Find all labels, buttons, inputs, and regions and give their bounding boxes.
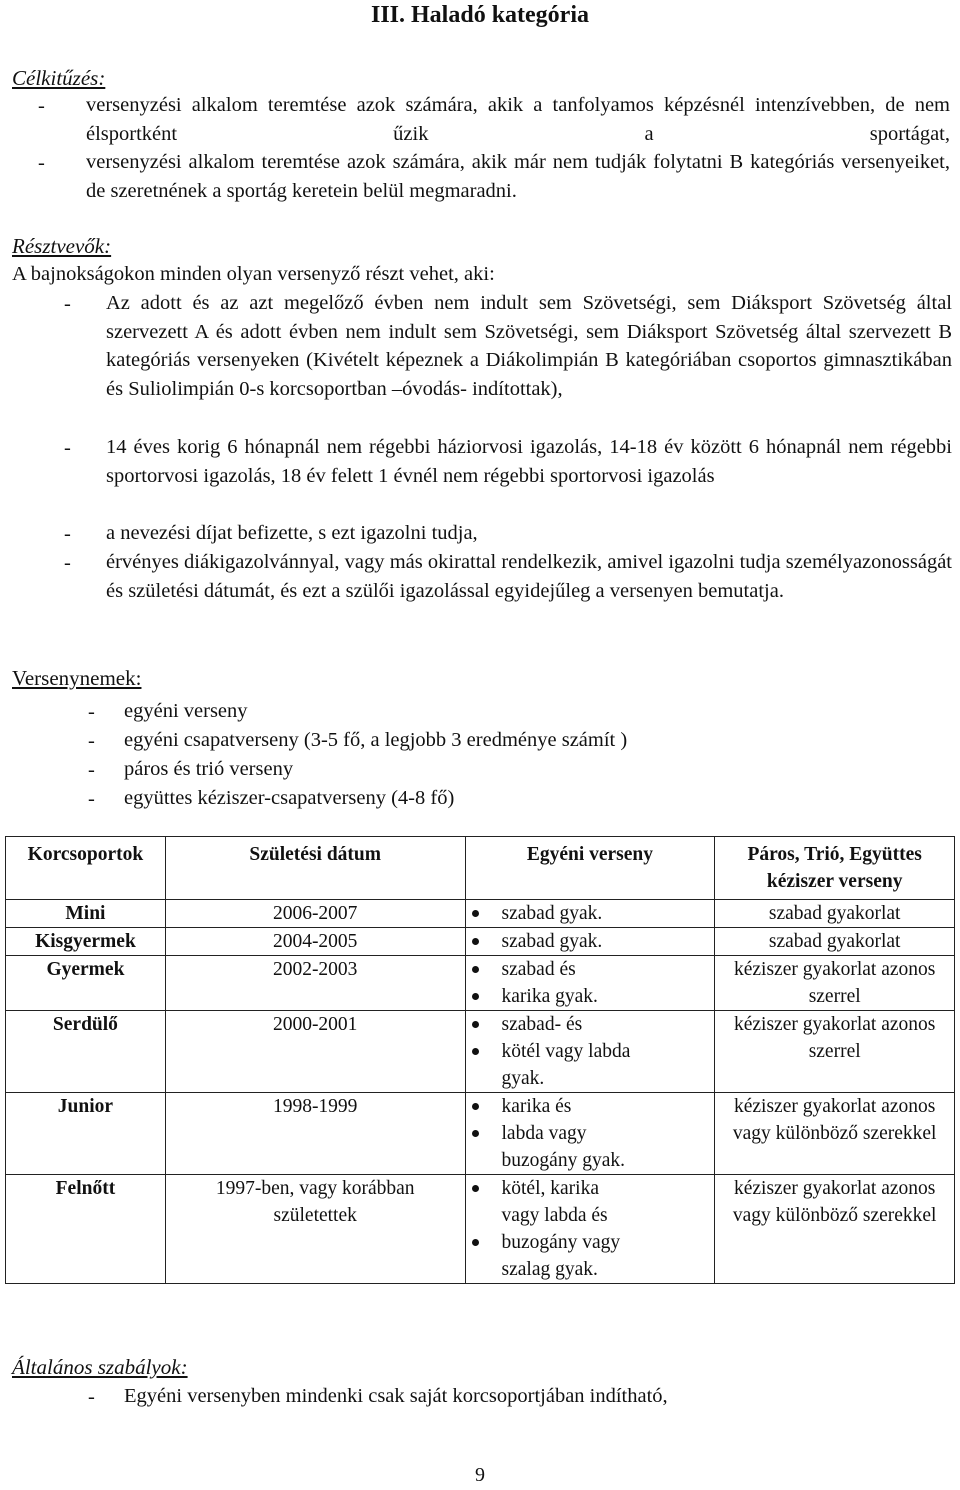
- participants-intro: A bajnokságokon minden olyan versenyző részt vehet, aki:: [12, 263, 495, 285]
- individual-cell: [465, 1011, 715, 1093]
- participants-item-2: 14 éves korig 6 hónapnál nem régebbi háziorvosi igazolás, 14-18 év között 6 hónapnál nem régebbi sportorvosi igazolás, 18 év felett 1 évnél nem régebbi sportorvosi igazolás: [106, 436, 952, 487]
- participants-dash-3: -: [64, 523, 71, 545]
- rules-dash-1: -: [88, 1386, 95, 1408]
- goals-item-1: versenyzési alkalom teremtése azok számára, akik a tanfolyamos képzésnél intenzívebben, de nem élsportként űzik a sportágat,: [86, 94, 950, 145]
- list-item: kötél, karika vagy labda és: [502, 1175, 635, 1229]
- list-item: szabad gyak.: [502, 928, 715, 955]
- table-row: [6, 1093, 955, 1175]
- pair-cell: kéziszer gyakorlat azonos szerrel: [715, 956, 955, 1011]
- birth-date-cell: 1998-1999: [165, 1093, 465, 1175]
- events-item-4: együttes kéziszer-csapatverseny (4-8 fő): [124, 787, 455, 809]
- individual-cell: [465, 956, 715, 1011]
- age-group-table: [5, 836, 955, 1284]
- table-header: Egyéni verseny: [465, 837, 715, 900]
- events-item-1: egyéni verseny: [124, 700, 248, 722]
- list-item: szabad és: [502, 956, 715, 983]
- list-item: labda vagy buzogány gyak.: [502, 1120, 655, 1174]
- page-title: III. Haladó kategória: [370, 2, 589, 28]
- list-item: buzogány vagy szalag gyak.: [502, 1229, 635, 1283]
- age-group-cell: Junior: [6, 1093, 166, 1175]
- table-row: [6, 956, 955, 1011]
- birth-date-cell: 1997-ben, vagy korábban születettek: [165, 1175, 465, 1284]
- events-dash-2: -: [88, 730, 95, 752]
- goals-item-2: versenyzési alkalom teremtése azok számára, akik már nem tudják folytatni B kategóriás versenyeiket, de szeretnének a sportág keretein belül megmaradni.: [86, 151, 950, 202]
- pair-cell: kéziszer gyakorlat azonos vagy különböző szerekkel: [715, 1175, 955, 1284]
- events-item-3: páros és trió verseny: [124, 758, 294, 780]
- pair-cell: szabad gyakorlat: [715, 928, 955, 956]
- list-item: kötél vagy labda gyak.: [502, 1038, 635, 1092]
- table-header: Korcsoportok: [6, 837, 166, 900]
- participants-dash-4: -: [64, 552, 71, 574]
- table-row: [6, 1011, 955, 1093]
- list-item: karika és: [502, 1093, 655, 1120]
- pair-cell: kéziszer gyakorlat azonos vagy különböző szerekkel: [715, 1093, 955, 1175]
- individual-cell: [465, 928, 715, 956]
- table-row: [6, 928, 955, 956]
- participants-dash-1: -: [64, 293, 71, 315]
- table-header: Születési dátum: [165, 837, 465, 900]
- events-heading: Versenynemek:: [12, 666, 142, 690]
- birth-date-cell: 2000-2001: [165, 1011, 465, 1093]
- participants-item-4: érvényes diákigazolvánnyal, vagy más okirattal rendelkezik, amivel igazolni tudja személyazonosságát és születési dátumát, és ezt a szülői igazolással egyidejűleg a versenyen bemutatja.: [106, 551, 952, 602]
- individual-cell: [465, 1175, 715, 1284]
- list-item: szabad- és: [502, 1011, 635, 1038]
- pair-cell: szabad gyakorlat: [715, 900, 955, 928]
- birth-date-cell: 2002-2003: [165, 956, 465, 1011]
- list-item: szabad gyak.: [502, 900, 715, 927]
- participants-item-1: Az adott és az azt megelőző évben nem indult sem Szövetségi, sem Diáksport Szövetség által szervezett A és adott évben nem indult sem Szövetségi, sem Diáksport Szövetség által szervezett B kategóriás versenyeken (Kivételt képeznek a Diákolimpián B kategóriában csoportos gimnasztikában és Suliolimpián 0-s korcsoportban –óvodás- indítottak),: [106, 292, 952, 400]
- list-item: karika gyak.: [502, 983, 715, 1010]
- age-group-cell: Kisgyermek: [6, 928, 166, 956]
- table-row: [6, 1175, 955, 1284]
- age-group-cell: Serdülő: [6, 1011, 166, 1093]
- participants-item-3: a nevezési díjat befizette, s ezt igazolni tudja,: [106, 522, 478, 544]
- individual-cell: [465, 1093, 715, 1175]
- table-header: Páros, Trió, Együttes kéziszer verseny: [715, 837, 955, 900]
- events-dash-1: -: [88, 701, 95, 723]
- goals-dash-2: -: [38, 152, 45, 174]
- birth-date-cell: 2004-2005: [165, 928, 465, 956]
- page-number: 9: [475, 1464, 485, 1486]
- events-item-2: egyéni csapatverseny (3-5 fő, a legjobb 3 eredménye számít ): [124, 729, 628, 751]
- age-group-cell: Mini: [6, 900, 166, 928]
- participants-dash-2: -: [64, 437, 71, 459]
- events-dash-3: -: [88, 759, 95, 781]
- birth-date-cell: 2006-2007: [165, 900, 465, 928]
- pair-cell: kéziszer gyakorlat azonos szerrel: [715, 1011, 955, 1093]
- goals-heading: Célkitűzés:: [12, 66, 106, 90]
- rules-item-1: Egyéni versenyben mindenki csak saját korcsoportjában indítható,: [124, 1385, 668, 1407]
- goals-dash-1: -: [38, 95, 45, 117]
- age-group-cell: Felnőtt: [6, 1175, 166, 1284]
- rules-heading: Általános szabályok:: [12, 1355, 188, 1379]
- table-header-row: [6, 837, 955, 900]
- age-group-cell: Gyermek: [6, 956, 166, 1011]
- events-dash-4: -: [88, 788, 95, 810]
- participants-heading: Résztvevők:: [12, 234, 112, 258]
- table-row: [6, 900, 955, 928]
- individual-cell: [465, 900, 715, 928]
